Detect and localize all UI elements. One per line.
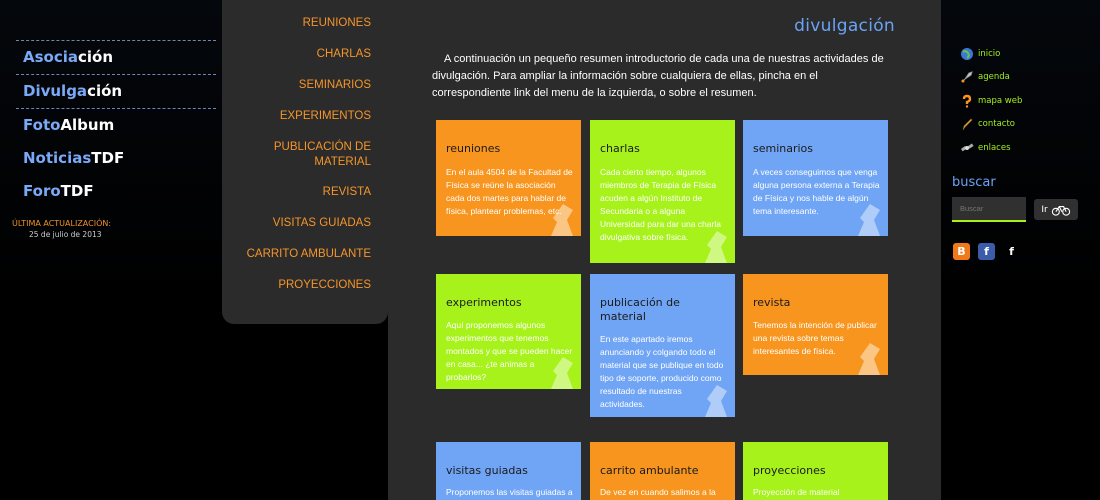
telescope-icon [850, 335, 886, 375]
right-nav-label: inicio [978, 48, 1001, 59]
rocket-icon [960, 70, 974, 84]
pencil-icon [960, 117, 974, 131]
social-links [953, 243, 1020, 260]
last-update [12, 219, 202, 239]
right-nav [960, 42, 1090, 160]
submenu-item-reuniones[interactable]: REUNIONES [302, 17, 371, 29]
search-input[interactable] [952, 197, 1026, 222]
card-carrito-ambulante[interactable] [590, 442, 735, 500]
nav-item-label: Noticias [23, 149, 92, 167]
right-nav-label: contacto [978, 119, 1016, 130]
submenu-item-experimentos[interactable]: EXPERIMENTOS [279, 110, 371, 122]
section-submenu [222, 0, 388, 324]
nav-item-label: Asocia [23, 48, 78, 66]
telescope-icon [543, 349, 579, 389]
last-update-date: 25 de julio de 2013 [29, 230, 102, 239]
telescope-icon [697, 223, 733, 263]
card-title: carrito ambulante [600, 464, 699, 477]
page-title: divulgación [794, 16, 895, 36]
card-title: visitas guiadas [446, 464, 528, 477]
card-text: A veces conseguimos que venga alguna persona externa a Terapia de Física y nos hable de algún tema interesante. [753, 167, 880, 216]
card-title: reuniones [446, 142, 501, 155]
submenu-item-publicacion[interactable]: PUBLICACIÓN DE MATERIAL [273, 141, 371, 168]
search-label: buscar [952, 175, 996, 190]
blogger-icon[interactable]: B [953, 243, 970, 260]
nav-item-label: Divulga [23, 82, 88, 100]
right-nav-label: enlaces [978, 142, 1011, 153]
bicycle-icon [1051, 204, 1071, 216]
search-button[interactable] [1034, 199, 1078, 220]
facebook-icon[interactable]: f [978, 243, 995, 260]
card-title: publicación de material [600, 296, 680, 323]
card-text: En el aula 4504 de la Facultad de Física se reúne la asociación cada dos martes para hablar de física, plantear problemas, etc. [446, 167, 573, 216]
intro-text: A continuación un pequeño resumen introductorio de cada una de nuestras actividades de divulgación. Para ampliar la información sobre cualquiera de ellas, pincha en el correspondiente link del menu de la izquierda, o sobre el resumen. [432, 53, 884, 99]
card-publicacion-material[interactable] [590, 274, 735, 417]
nav-item-label-suffix: Album [60, 116, 115, 134]
nav-item-noticiastdf[interactable] [16, 142, 216, 175]
card-title: charlas [600, 142, 640, 155]
telescope-icon [850, 196, 886, 236]
card-proyecciones[interactable] [743, 442, 888, 500]
globe-icon [960, 47, 974, 61]
card-charlas[interactable] [590, 120, 735, 263]
nav-item-forotdf[interactable] [16, 175, 216, 208]
submenu-item-proyecciones[interactable]: PROYECCIONES [278, 279, 371, 291]
nav-item-label: Foro [23, 182, 61, 200]
card-title: proyecciones [753, 464, 826, 477]
card-revista[interactable] [743, 274, 888, 375]
submenu-item-visitas-guiadas[interactable]: VISITAS GUIADAS [272, 217, 371, 229]
card-seminarios[interactable] [743, 120, 888, 236]
telescope-icon [697, 377, 733, 417]
last-update-label: ÚLTIMA ACTUALIZACIÓN: [12, 219, 112, 228]
nav-item-divulgacion[interactable] [16, 75, 216, 108]
right-nav-item-contacto[interactable] [960, 113, 1090, 137]
nav-item-label: Foto [23, 116, 61, 134]
satellite-icon [960, 141, 974, 155]
telescope-icon [543, 196, 579, 236]
card-text: Tenemos la intención de publicar una revista sobre temas interesantes de física. [753, 320, 877, 356]
card-text: Proyección de material [753, 487, 840, 497]
right-nav-label: agenda [978, 72, 1010, 83]
card-text: Cada cierto tiempo, algunos miembros de Terapia de Física acuden a algún Instituto de Secundaria o a alguna Universidad para dar una charla divulgativa sobre física. [600, 167, 721, 242]
card-visitas-guiadas[interactable] [436, 442, 581, 500]
submenu-item-revista[interactable]: REVISTA [322, 186, 371, 198]
nav-item-fotoalbum[interactable] [16, 109, 216, 142]
right-nav-item-agenda[interactable] [960, 66, 1090, 90]
submenu-item-seminarios[interactable]: SEMINARIOS [298, 79, 371, 91]
question-icon [960, 94, 974, 108]
submenu-item-carrito-ambulante[interactable]: CARRITO AMBULANTE [246, 248, 371, 260]
card-text: De vez en cuando salimos a la [600, 487, 716, 497]
nav-item-label-suffix: ción [87, 82, 123, 100]
nav-item-asociacion[interactable] [16, 41, 216, 74]
card-title: seminarios [753, 142, 814, 155]
right-nav-label: mapa web [978, 95, 1023, 106]
nav-item-label-suffix: ción [78, 48, 114, 66]
facebook-plain-icon[interactable]: f [1009, 245, 1014, 258]
right-nav-item-mapa-web[interactable] [960, 89, 1090, 113]
card-text: Aquí proponemos algunos experimentos que tenemos montados y que se pueden hacer en casa... ¿te animas a probarlos? [446, 320, 573, 382]
card-title: revista [753, 296, 791, 309]
search-button-label: Ir [1041, 204, 1048, 215]
left-nav [16, 40, 216, 208]
right-nav-item-enlaces[interactable] [960, 136, 1090, 160]
card-text: Proponemos las visitas guiadas a [446, 487, 573, 497]
card-reuniones[interactable] [436, 120, 581, 236]
nav-item-label-suffix: TDF [60, 182, 94, 200]
submenu-item-charlas[interactable]: CHARLAS [316, 48, 371, 60]
card-experimentos[interactable] [436, 274, 581, 389]
right-nav-item-inicio[interactable] [960, 42, 1090, 66]
card-title: experimentos [446, 296, 522, 309]
card-text: En este apartado iremos anunciando y colgando todo el material que se publique en todo tipo de soporte, producido como resultado de nuestras actividades. [600, 334, 724, 409]
nav-item-label-suffix: TDF [91, 149, 125, 167]
